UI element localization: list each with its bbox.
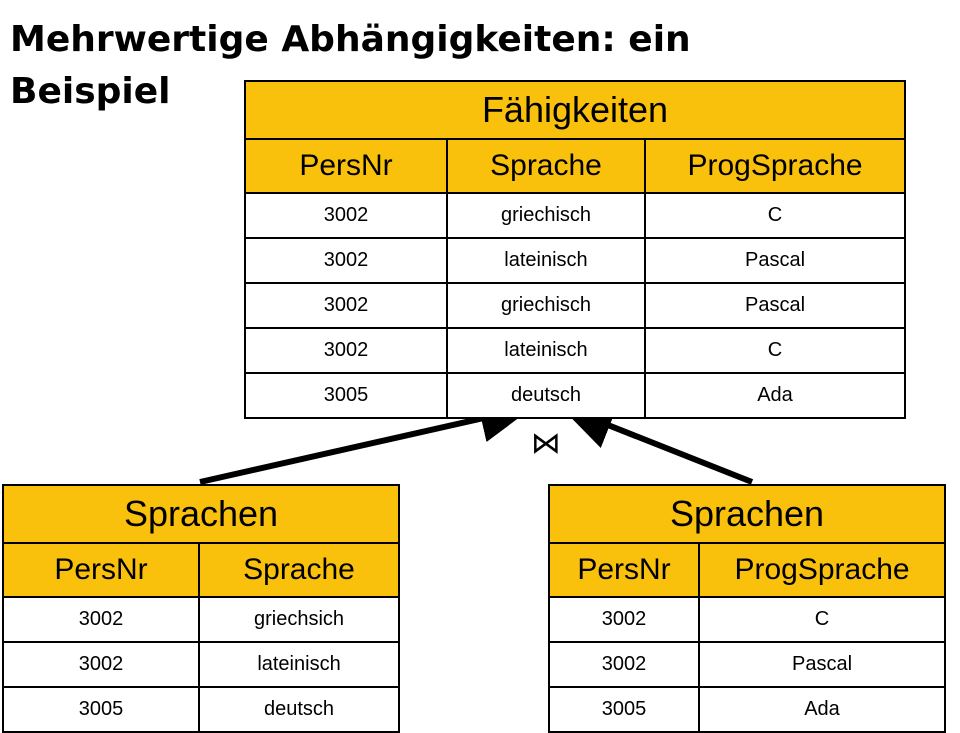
cell-persnr: 3002 (549, 597, 699, 642)
column-header-progsprache: ProgSprache (699, 543, 945, 597)
table-row (3, 687, 399, 732)
cell-persnr: 3002 (3, 597, 199, 642)
cell-persnr: 3005 (3, 687, 199, 732)
table-row (549, 642, 945, 687)
column-header-persnr: PersNr (245, 139, 447, 193)
cell-sprache: deutsch (447, 373, 645, 418)
cell-sprache: griechisch (447, 283, 645, 328)
table-name: Fähigkeiten (245, 81, 905, 139)
natural-join-symbol: ⋈ (531, 426, 561, 461)
table-row (3, 597, 399, 642)
column-header-progsprache: ProgSprache (645, 139, 905, 193)
table-row (245, 328, 905, 373)
cell-persnr: 3005 (549, 687, 699, 732)
cell-persnr: 3002 (245, 193, 447, 238)
cell-progsprache: Pascal (645, 283, 905, 328)
cell-sprache: deutsch (199, 687, 399, 732)
table-row (549, 597, 945, 642)
table-sprachen-left (2, 484, 400, 733)
cell-sprache: lateinisch (447, 328, 645, 373)
cell-sprache: griechisch (447, 193, 645, 238)
column-header-persnr: PersNr (3, 543, 199, 597)
cell-progsprache: Pascal (645, 238, 905, 283)
slide-title: Mehrwertige Abhängigkeiten: ein Beispiel (10, 19, 691, 112)
column-header-sprache: Sprache (199, 543, 399, 597)
cell-progsprache: C (645, 328, 905, 373)
cell-persnr: 3002 (245, 238, 447, 283)
cell-progsprache: Ada (699, 687, 945, 732)
cell-sprache: lateinisch (199, 642, 399, 687)
cell-persnr: 3005 (245, 373, 447, 418)
arrow-right-to-join (565, 408, 752, 482)
cell-sprache: griechsich (199, 597, 399, 642)
cell-persnr: 3002 (3, 642, 199, 687)
cell-progsprache: C (645, 193, 905, 238)
cell-sprache: lateinisch (447, 238, 645, 283)
table-row (245, 193, 905, 238)
cell-progsprache: Ada (645, 373, 905, 418)
table-row (549, 687, 945, 732)
column-header-sprache: Sprache (447, 139, 645, 193)
table-row (3, 642, 399, 687)
table-row (245, 373, 905, 418)
table-faehigkeiten (244, 80, 906, 419)
table-row (245, 283, 905, 328)
table-sprachen-right (548, 484, 946, 733)
table-row (245, 238, 905, 283)
cell-persnr: 3002 (245, 328, 447, 373)
table-name: Sprachen (549, 485, 945, 543)
cell-progsprache: C (699, 597, 945, 642)
cell-progsprache: Pascal (699, 642, 945, 687)
cell-persnr: 3002 (549, 642, 699, 687)
column-header-persnr: PersNr (549, 543, 699, 597)
arrow-left-to-join (200, 408, 528, 482)
cell-persnr: 3002 (245, 283, 447, 328)
table-name: Sprachen (3, 485, 399, 543)
